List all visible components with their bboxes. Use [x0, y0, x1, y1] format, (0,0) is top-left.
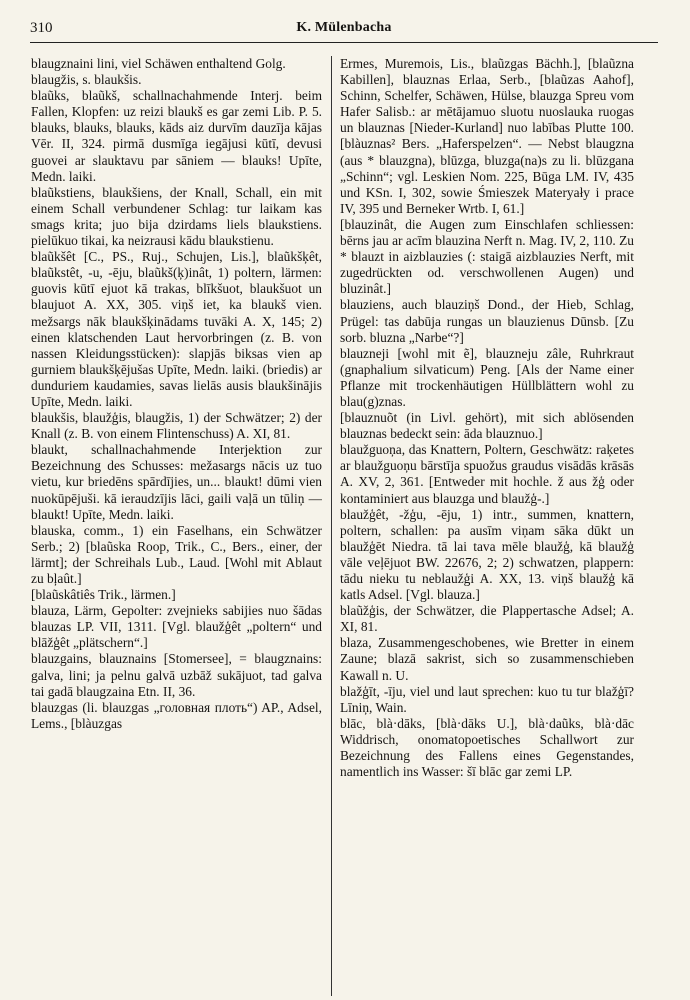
right-column [340, 56, 634, 996]
left-column [31, 56, 322, 996]
dictionary-entry: blāc, blà·dāks, [blà·dāks U.], blà·daũks, blà·dāc Widdrisch, onomatopoetisches Schallwort zur Bezeichnung des Fallens eines Gegenstandes, namentlich ins Wasser: šī blāc gar zemi LP. [340, 715, 634, 780]
dictionary-entry: blauza, Lärm, Gepolter: zvejnieks sabijies nuo šādas blauzas LP. VII, 1311. [Vgl. blaužģêt „poltern“ und blāžģêt „plätschern“.] [31, 603, 322, 651]
dictionary-entry: blaugžis, s. blaukšis. [31, 72, 142, 88]
dictionary-entry: blauzgas (li. blauzgas „головная плоть“) AP., Adsel, Lems., [blàuzgas [31, 699, 322, 731]
dictionary-entry: blaza, Zusammengeschobenes, wie Bretter in einem Zaune; blazā sakrist, sich so zusammenschieben Kawall n. U. [340, 635, 634, 683]
dictionary-entry: blauska, comm., 1) ein Faselhans, ein Schwätzer Serb.; 2) [blaũska Roop, Trik., C., Bers., einer, der lärmt]; der Schreihals Lub., Laud. [Wohl mit Ablaut zu bļaût.] [31, 522, 322, 586]
dictionary-entry: blauziens, auch blauziņš Dond., der Hieb, Schlag, Prügel: tas dabūja rungas un blauzienus Dūnsb. [Zu sorb. bluzna „Narbe“?] [340, 297, 634, 345]
dictionary-entry: blaužģêt, -žģu, -ēju, 1) intr., summen, knattern, poltern, schallen: pa ausīm viņam sāka dūkt un blaužģēt Niedra. tā lai tava mēle blaužģ, kā blaužģ vāle veļējuot BW. 22676, 2; 2) schwatzen, plappern: tādu nieku tu neblaužģi A. XX, 13. viņš blaužģ kā katls Adsel. [Vgl. blauza.] [340, 506, 634, 603]
dictionary-entry: blaugznaini lini, viel Schäwen enthaltend Golg. [31, 56, 286, 71]
dictionary-entry: blaũks, blaũkš, schallnachahmende Interj. beim Fallen, Klopfen: uz reizi blaukš es gar zemi Lib. P. 5. blauks, blauks, blauks, kāds aiz durvīm dauzīja kājas Vēr. II, 324. pirmā dusmīgа iegājusi kūtī, devusi guovei ar slauktavu par sāniem — blauks! Upīte, Medn. laiki. [31, 88, 322, 184]
dictionary-entry: blaukt, schallnachahmende Interjektion zur Bezeichnung des Schusses: mežasargs nācis uz tuo vietu, kur briedēns spārdījies, un... blaukt! dūmi vien nuokūpējuši. kā ieraudzījis lāci, gaili vaļā un tūliņ — blaukt! Upīte, Medn. laiki. [31, 442, 322, 522]
dictionary-entry: [blauznuõt (in Livl. gehört), mit sich ablösenden blauznas bedeckt sein: āda blauznuo.] [340, 410, 634, 442]
dictionary-entry: blaũkstiens, blaukšiens, der Knall, Schall, ein mit einem Schall verbundener Schlag: tur laikam kas smags krita; juo bija dzirdams liels blaukstiens. pielūkuo tikai, ka neizrausi kādu blaukstienu. [31, 184, 322, 249]
dictionary-entry: blažģīt, -īju, viel und laut sprechen: kuo tu tur blažģī? Līniņ, Wain. [340, 683, 634, 715]
dictionary-entry: blauzgains, blauznains [Stomersee], = blaugznains: galva, lini; ja pelnu galvā uzbāž sukājuot, tad galva tai gadā blaugzaina Etn. II, 36. [31, 651, 322, 699]
dictionary-entry: blauzneji [wohl mit ẽ], blauzneju zâle, Ruhrkraut (gnaphalium silvaticum) Peng. [Als der Name einer Pflanze mit trockenhäutigen Hüllblättern wohl zu blau(g)znas. [340, 345, 634, 409]
dictionary-entry: blaukšis, blaužģis, blaugžis, 1) der Schwätzer; 2) der Knall (z. B. von einem Flintenschuss) A. XI, 81. [31, 410, 322, 442]
dictionary-entry: Ermes, Muremois, Lis., blaũzgas Bächh.], [blaũzna Kabillen], blauznas Erlaa, Serb., [blaũzas Aahof], Schinn, Schelfer, Schäwen, Hülse, blauzga Spreu vom Hafer Salisb.: ar mētājamuo sluotu nuoslauka ruogas un blauznas [Nieder-Kurland] nuo labības Plutte 100. [blàuznas² Bers. „Haferspelzen“. — Nebst blaugzna (aus * blauzgna), blūzga, bluzga(na)s zu li. blūzgana „Schinn“; vgl. Leskien Nom. 225, Būga LM. IV, 435 und KSn. I, 302, sowie Śmieszek Materyały i prace IV, 395 und Berneker Wrtb. I, 61.] [340, 56, 634, 216]
dictionary-entry: blaužguoņa, das Knattern, Poltern, Geschwätz: raķetes ar blaužguoņu bārstīja spuožus graudus visādās krāsās A. XV, 2, 361. [Entweder mit hochle. ž aus žģ oder kontaminiert aus blauzga und blaužģ-.] [340, 442, 634, 506]
dictionary-entry: blaũžģis, der Schwätzer, die Plappertasche Adsel; A. XI, 81. [340, 603, 634, 635]
column-divider [331, 56, 332, 996]
running-head: K. Mülenbacha [296, 20, 392, 35]
dictionary-entry: blaũkšêt [C., PS., Ruj., Schujen, Lis.], blaũkšķêt, blaũkstêt, -u, -ēju, blaũkš(ķ)inât, 1) poltern, lärmen: guovis kūtī ejuot kā trakas, blīkšuot, blaukšuot un blaujuot A. XX, 305. viņš iet, ka blaukš vien. mežsargs nāk blaukšķinādams tuvāki A. X, 145; 2) einen klatschenden Laut hervorbringen (z. B. von nassen Kleidungsstücken): slapjās biksas vien ap gurniem blaukšķējušas Upīte, Medn. laiki. (briedis) ar dunduriem kaudamies, savas lielās ausis blaukšinājis Upīte, Medn. laiki. [31, 249, 322, 409]
dictionary-entry: [blauzinât, die Augen zum Einschlafen schliessen: bērns jau ar acīm blauzina Nerft n. Mag. IV, 2, 110. Zu * blauzt in aizblauzies (: staigā aizblauzies Nerft, mit zugedrückten od. verschwollenen Augen) und bluzinât.] [340, 216, 634, 297]
dictionary-entry: [blaũskâtiês Trik., lärmen.] [31, 587, 176, 603]
page-number: 310 [30, 20, 53, 36]
page-header [30, 18, 658, 43]
